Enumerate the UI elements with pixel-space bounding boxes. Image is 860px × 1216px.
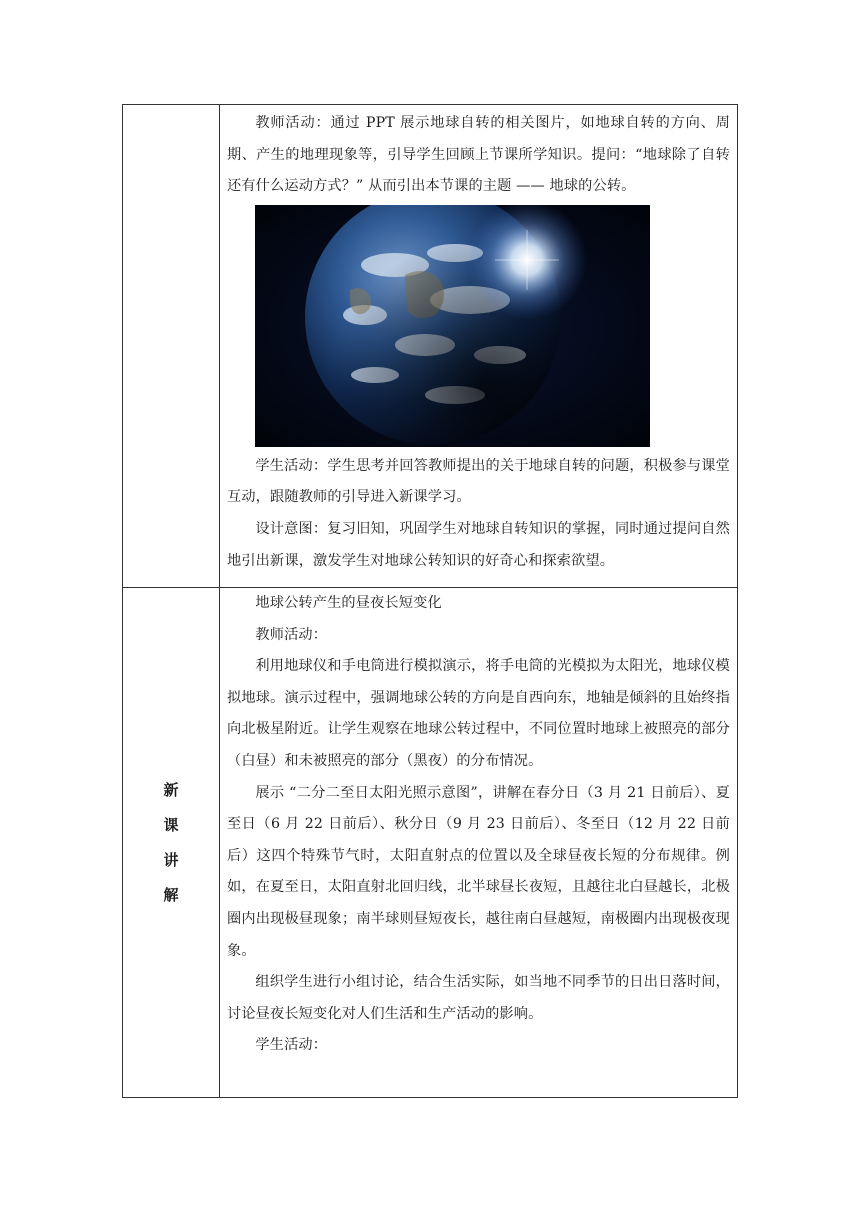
- table-row: [123, 588, 738, 1098]
- student-activity-label: 学生活动：: [255, 1037, 328, 1054]
- section-label-char: 解: [163, 885, 179, 904]
- topic-heading: 地球公转产生的昼夜长短变化: [255, 595, 442, 611]
- row-content-cell: [220, 588, 738, 1098]
- demo-paragraph: 利用地球仪和手电筒进行模拟演示，将手电筒的光模拟为太阳光，地球仪模拟地球。演示过程中，强调地球公转的方向是自西向东，地轴是倾斜的且始终指向北极星附近。让学生观察在地球公转过程中，不同位置时地球上被照亮的部分（白昼）和未被照亮的部分（黑夜）的分布情况。: [227, 658, 730, 769]
- teacher-activity-label: 教师活动：: [255, 626, 328, 643]
- section-label-char: 新: [163, 780, 179, 799]
- section-label-char: 讲: [163, 850, 179, 869]
- section-label-char: 课: [163, 815, 179, 834]
- row-label-cell: [123, 588, 220, 1098]
- row-content-cell: [220, 105, 738, 588]
- earth-icon: [255, 205, 650, 447]
- earth-photo: [255, 205, 650, 447]
- student-activity-paragraph: 学生活动：学生思考并回答教师提出的关于地球自转的问题，积极参与课堂互动，跟随教师的引导进入新课学习。: [227, 457, 730, 506]
- lesson-plan-table: [122, 104, 738, 1098]
- section-label: [123, 588, 219, 1097]
- row-label-cell: [123, 105, 220, 588]
- table-row: [123, 105, 738, 588]
- design-intent-paragraph: 设计意图：复习旧知，巩固学生对地球自转知识的掌握，同时通过提问自然地引出新课，激发学生对地球公转知识的好奇心和探索欲望。: [227, 520, 730, 569]
- diagram-paragraph: 展示 “二分二至日太阳光照示意图”，讲解在春分日（3 月 21 日前后）、夏至日（6 月 22 日前后）、秋分日（9 月 23 日前后）、冬至日（12 月 22 日前后）这四个特殊节气时，太阳直射点的位置以及全球昼夜长短的分布规律。例如，在夏至日，太阳直射北回归线，北半球昼长夜短，且越往北白昼越长，北极圈内出现极昼现象；南半球则昼短夜长，越往南白昼越短，南极圈内出现极夜现象。: [227, 784, 730, 959]
- discussion-paragraph: 组织学生进行小组讨论，结合生活实际，如当地不同季节的日出日落时间，讨论昼夜长短变化对人们生活和生产活动的影响。: [227, 974, 730, 1022]
- teacher-activity-paragraph: 教师活动：通过 PPT 展示地球自转的相关图片，如地球自转的方向、周期、产生的地理现象等，引导学生回顾上节课所学知识。提问：“地球除了自转还有什么运动方式？” 从而引出本节课的主题 —— 地球的公转。: [227, 115, 730, 195]
